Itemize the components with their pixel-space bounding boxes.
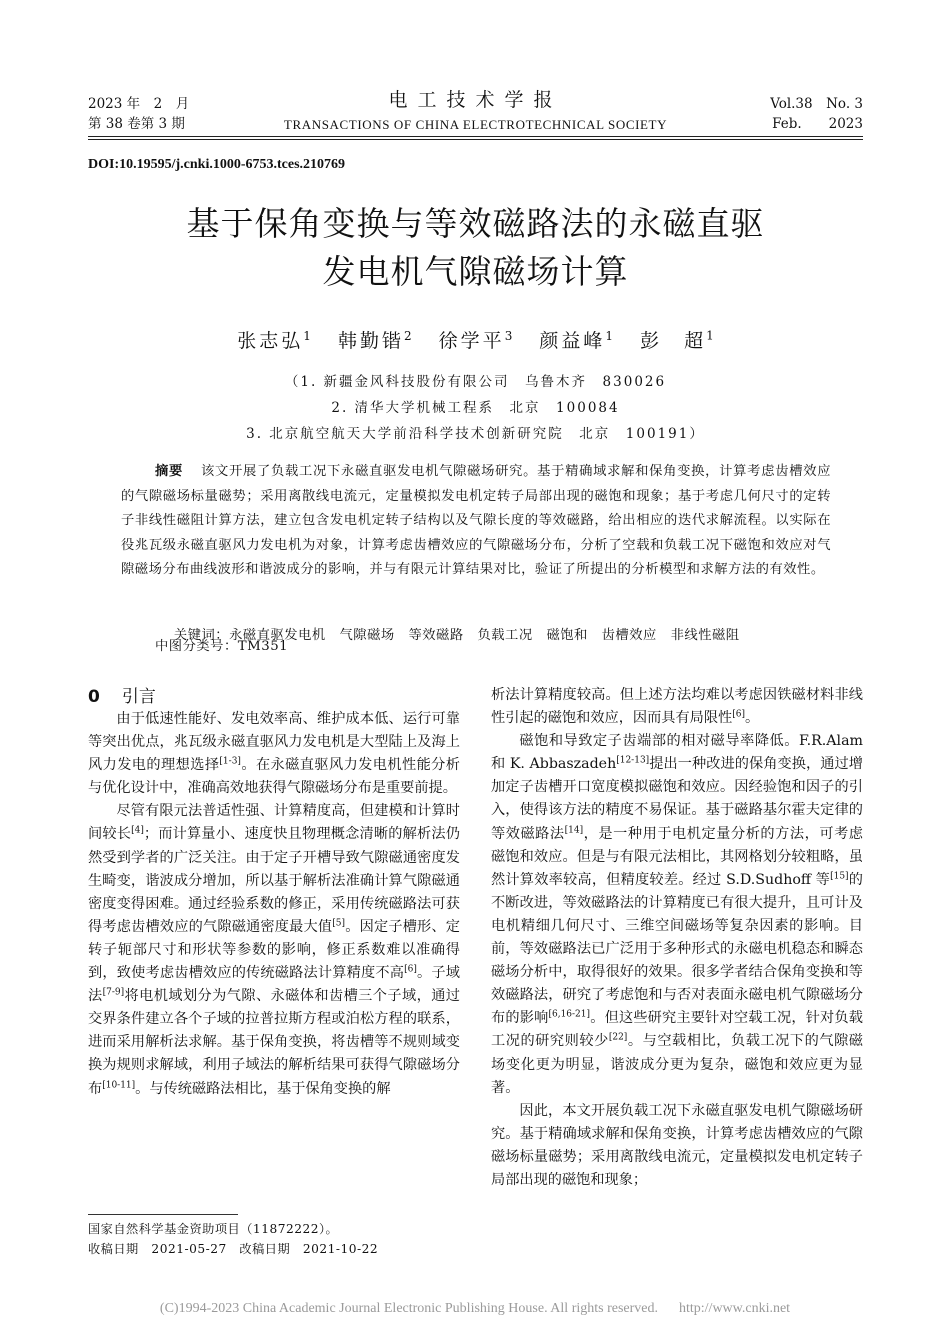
- citation: [22]: [608, 1032, 628, 1043]
- author-name: 徐学平: [438, 330, 505, 352]
- abstract-text: 该文开展了负载工况下永磁直驱发电机气隙磁场研究。基于精确域求解和保角变换，计算考虑齿槽效应的气隙磁场标量磁势；采用离散线电流元，定量模拟发电机定转子局部出现的磁饱和现象；基于考虑几何尺寸的定转子非线性磁阻计算方法，建立包含发电机定转子结构以及气隙长度的等效磁路，给出相应的迭代求解流程。以实际在役兆瓦级永磁直驱风力发电机为对象，计算考虑齿槽效应的气隙磁场分布，分析了空载和负载工况下磁饱和效应对气隙磁场分布曲线波形和谐波成分的影响，并与有限元计算结果对比，验证了所提出的分析模型和求解方法的有效性。: [121, 464, 832, 578]
- citation: [6]: [732, 709, 745, 720]
- keyword: 齿槽效应: [601, 628, 657, 643]
- abstract-label: 摘要: [155, 464, 184, 479]
- citation: [15]: [830, 871, 849, 882]
- dates-footnote: 收稿日期 2021-05-27 改稿日期 2021-10-22: [88, 1242, 379, 1256]
- keyword: 永磁直驱发电机: [229, 628, 326, 643]
- section-heading: [88, 682, 156, 707]
- header-volume-no: Vol.38 No. 3: [770, 96, 863, 112]
- affiliation-3: 3. 北京航空航天大学前沿科学技术创新研究院 北京 100191）: [246, 426, 705, 442]
- citation: [6]: [404, 964, 417, 975]
- citation: [6,16-21]: [548, 1009, 591, 1020]
- citation: [5]: [332, 918, 346, 929]
- citation: [1-3]: [219, 756, 241, 767]
- author-name: 彭 超: [640, 330, 707, 352]
- author-affiliation-mark: 3: [504, 328, 513, 343]
- citation: [4]: [131, 825, 144, 836]
- author-name: 韩勤锴: [337, 330, 404, 352]
- author-affiliation-mark: 1: [605, 328, 614, 343]
- journal-title-en: TRANSACTIONS OF CHINA ELECTROTECHNICAL SOCIETY: [283, 117, 668, 132]
- keyword: 非线性磁阻: [670, 628, 740, 643]
- section-title: 引言: [121, 687, 156, 707]
- right-column: [491, 684, 863, 1192]
- keyword: 磁饱和: [546, 628, 588, 643]
- doi: DOI:10.19595/j.cnki.1000-6753.tces.210769: [88, 157, 346, 172]
- keyword: 等效磁路: [408, 628, 464, 643]
- paragraph: 析法计算精度较高。但上述方法均难以考虑因铁磁材料非线性引起的磁饱和效应，因而具有局限性[6]。: [491, 687, 863, 727]
- copyright-watermark: (C)1994-2023 China Academic Journal Electronic Publishing House. All rights reserved. http://www.cnki.net: [159, 1301, 791, 1316]
- author-affiliation-mark: 1: [706, 328, 714, 343]
- author-list: [88, 326, 863, 353]
- citation: [14]: [564, 824, 584, 835]
- header-date: 2023 年 2 月: [88, 96, 190, 112]
- header-month-year: Feb. 2023: [772, 116, 863, 132]
- citation: [12-13]: [616, 755, 650, 766]
- author-name: 张志弘: [237, 330, 304, 352]
- header-volume-issue-cn: 第 38 卷第 3 期: [88, 116, 185, 132]
- affiliation-1: （1. 新疆金风科技股份有限公司 乌鲁木齐 830026: [284, 374, 667, 390]
- title-line-2: 发电机气隙磁场计算: [322, 252, 629, 291]
- citation: [7-9]: [102, 987, 125, 998]
- author-affiliation-mark: 1: [303, 328, 311, 343]
- paragraph: 尽管有限元法普适性强、计算精度高，但建模和计算时间较长[4]；而计算量小、速度快且物理概念清晰的解析法仍然受到学者的广泛关注。由于定子开槽导致气隙磁通密度发生畸变，谐波成分增加，所以基于解析法准确计算气隙磁通密度变得困难。通过经验系数的修正，采用传统磁路法可获得考虑齿槽效应的气隙磁通密度最大值[5]。因定子槽形、定转子轭部尺寸和形状等参数的影响，修正系数难以准确得到，致使考虑齿槽效应的传统磁路法计算精度不高[6]。子域法[7-9]将电机域划分为气隙、永磁体和齿槽三个子域，通过交界条件建立各个子域的拉普拉斯方程或泊松方程的联系，进而采用解析法求解。基于保角变换，将齿槽等不规则域变换为规则求解域，利用子域法的解析结果可获得气隙磁场分布[10-11]。与传统磁路法相比，基于保角变换的解: [88, 803, 460, 1097]
- paragraph: 由于低速性能好、发电效率高、维护成本低、运行可靠等突出优点，兆瓦级永磁直驱风力发电机是大型陆上及海上风力发电的理想选择[1-3]。在永磁直驱风力发电机性能分析与优化设计中，准确高效地获得气隙磁场分布是重要前提。: [88, 711, 460, 797]
- citation: [10-11]: [102, 1079, 136, 1090]
- clc-value: TM351: [237, 639, 289, 654]
- left-column: [88, 708, 460, 1101]
- keyword: 气隙磁场: [339, 628, 395, 643]
- clc-label: 中图分类号：: [155, 639, 238, 654]
- funding-footnote: 国家自然科学基金资助项目（11872222）。: [88, 1222, 339, 1236]
- author-name: 颜益峰: [539, 330, 606, 352]
- keywords-label: 关键词：: [173, 628, 230, 643]
- footnote-rule: [88, 1214, 238, 1215]
- paragraph: 磁饱和导致定子齿端部的相对磁导率降低。F.R.Alam 和 K. Abbaszadeh[12-13]提出一种改进的保角变换，通过增加定子齿槽开口宽度模拟磁饱和效应。因经验饱和因子的引入，使得该方法的精度不易保证。基于磁路基尔霍夫定律的等效磁路法[14]，是一种用于电机定量分析的方法，可考虑磁饱和效应。但是与有限元法相比，其网格划分较粗略，虽然计算效率较高，但精度较差。经过 S.D.Sudhoff 等[15]的不断改进，等效磁路法的计算精度已有很大提升，且可计及电机精细几何尺寸、三维空间磁场等复杂因素的影响。目前，等效磁路法已广泛用于多种形式的永磁电机稳态和瞬态磁场分析中，取得很好的效果。很多学者结合保角变换和等效磁路法，研究了考虑饱和与否对表面永磁电机气隙磁场分布的影响[6,16-21]。但这些研究主要针对空载工况，针对负载工况的研究则较少[22]。与空载相比，负载工况下的气隙磁场变化更为明显，谐波成分更为复杂，磁饱和效应更为显著。: [491, 733, 863, 1096]
- header-rule-top: [88, 136, 863, 137]
- running-header: [88, 89, 863, 138]
- header-rule-bottom: [88, 139, 863, 140]
- keyword: 负载工况: [477, 628, 533, 643]
- section-number: 0: [88, 687, 100, 707]
- paper-title: [88, 200, 863, 296]
- classification-code: [155, 635, 288, 654]
- journal-title-cn: 电工技术学报: [388, 89, 563, 111]
- abstract: [121, 460, 831, 583]
- paragraph: 因此，本文开展负载工况下永磁直驱发电机气隙磁场研究。基于精确域求解和保角变换，计算考虑齿槽效应的气隙磁场标量磁势；采用离散线电流元，定量模拟发电机定转子局部出现的磁饱和现象；: [491, 1102, 863, 1188]
- title-line-1: 基于保角变换与等效磁路法的永磁直驱: [186, 204, 765, 243]
- affiliation-2: 2. 清华大学机械工程系 北京 100084: [331, 400, 620, 416]
- author-affiliation-mark: 2: [403, 328, 412, 343]
